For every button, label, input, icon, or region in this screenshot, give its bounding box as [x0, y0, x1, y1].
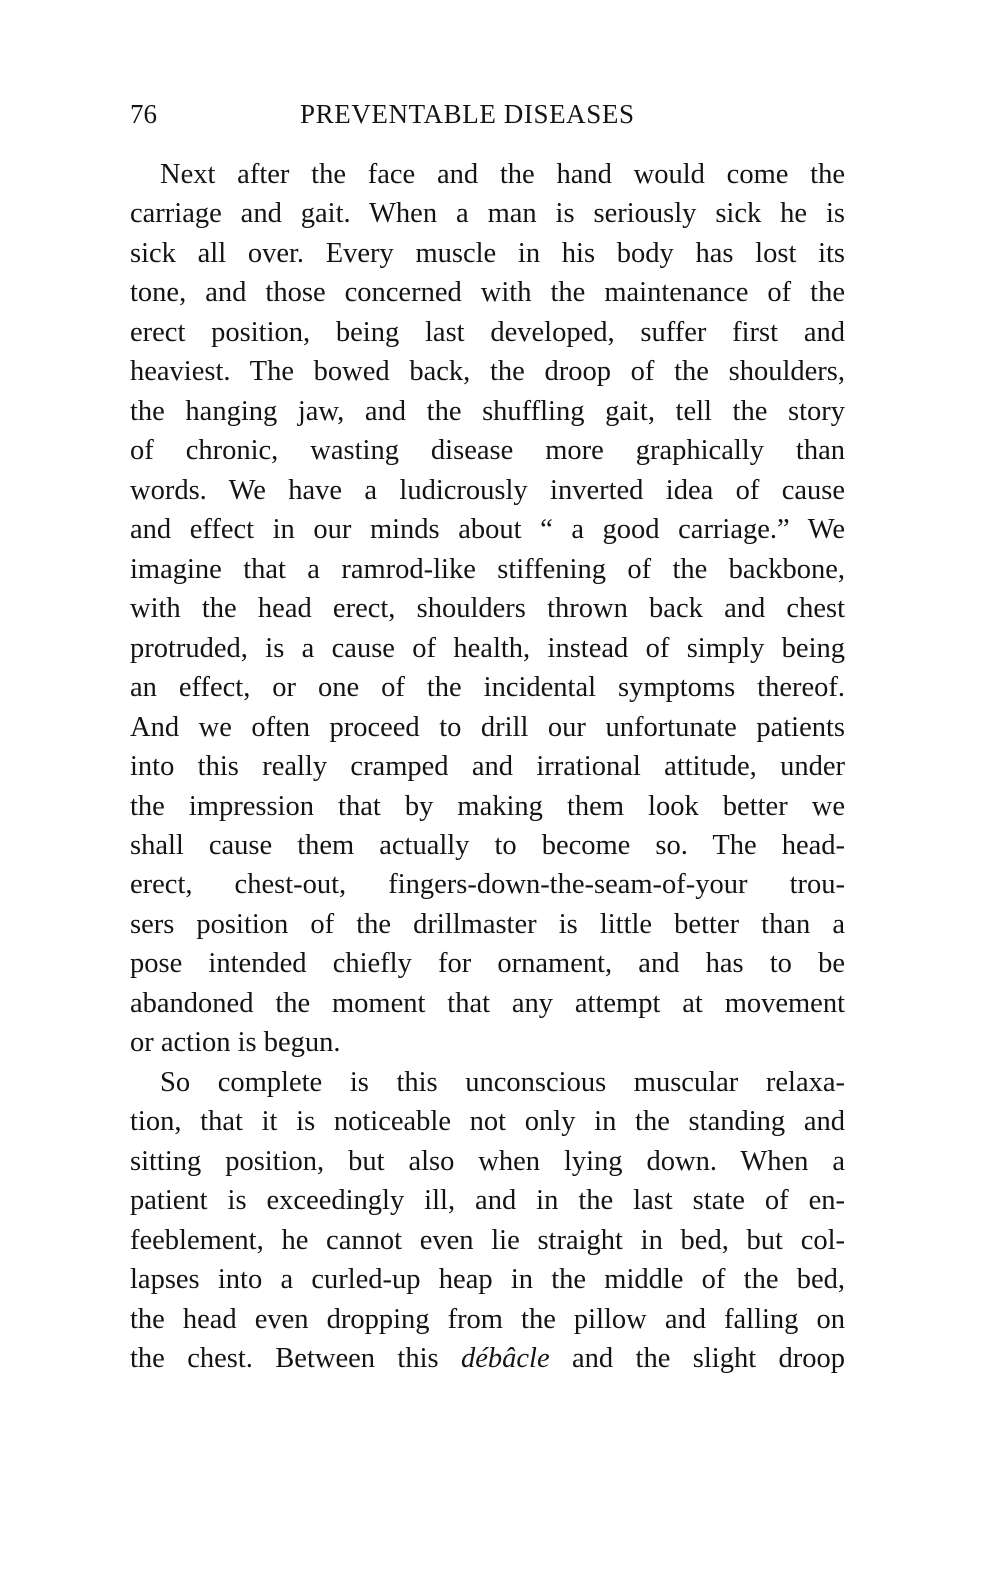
- text-line: carriage and gait. When a man is seriously sick he is: [130, 198, 845, 230]
- text-line: an effect, or one of the incidental symptoms thereof.: [130, 672, 845, 704]
- text-line: the impression that by making them look better we: [130, 790, 845, 822]
- paragraph: [130, 1063, 845, 1379]
- text-line: the head even dropping from the pillow and falling on: [130, 1303, 845, 1335]
- running-title: PREVENTABLE DISEASES: [300, 99, 635, 129]
- page-number: 76: [130, 99, 157, 129]
- text-line: sick all over. Every muscle in his body has lost its: [130, 237, 845, 269]
- text-line: heaviest. The bowed back, the droop of the shoulders,: [130, 356, 845, 388]
- paragraph: [130, 155, 845, 1063]
- text-line: lapses into a curled-up heap in the middle of the bed,: [130, 1264, 845, 1296]
- text-line: tion, that it is noticeable not only in the standing and: [130, 1106, 845, 1138]
- text-line: tone, and those concerned with the maintenance of the: [130, 277, 845, 309]
- text-line: [130, 1339, 845, 1378]
- text-line: imagine that a ramrod-like stiffening of the backbone,: [130, 553, 845, 585]
- text-line: shall cause them actually to become so. The head-: [130, 829, 845, 861]
- text-line: the hanging jaw, and the shuffling gait, tell the story: [130, 395, 845, 427]
- text-line: protruded, is a cause of health, instead of simply being: [130, 632, 845, 664]
- text-line: feeblement, he cannot even lie straight in bed, but col-: [130, 1224, 845, 1256]
- text-line: or action is begun.: [130, 1027, 341, 1059]
- text-line: patient is exceedingly ill, and in the last state of en-: [130, 1185, 845, 1217]
- text-segment: the chest. Between this: [130, 1343, 461, 1375]
- text-line: And we often proceed to drill our unfortunate patients: [130, 711, 845, 743]
- italic-word: débâcle: [460, 1343, 550, 1375]
- text-segment: and the slight droop: [549, 1343, 845, 1375]
- text-line: words. We have a ludicrously inverted idea of cause: [130, 474, 845, 506]
- body-text: [130, 155, 845, 1379]
- text-line: sers position of the drillmaster is little better than a: [130, 908, 845, 940]
- text-line: erect, chest-out, fingers-down-the-seam-of-your trou-: [130, 869, 845, 901]
- text-line: abandoned the moment that any attempt at movement: [130, 987, 845, 1019]
- text-line: of chronic, wasting disease more graphically than: [130, 435, 845, 467]
- text-line: Next after the face and the hand would come the: [160, 159, 845, 190]
- page-header: [130, 99, 845, 133]
- text-line: pose intended chiefly for ornament, and has to be: [130, 948, 845, 980]
- text-line: So complete is this unconscious muscular relaxa-: [160, 1066, 845, 1098]
- text-line: into this really cramped and irrational attitude, under: [130, 751, 845, 783]
- text-line: and effect in our minds about “ a good carriage.” We: [130, 514, 845, 546]
- text-line: with the head erect, shoulders thrown back and chest: [130, 593, 845, 625]
- text-line: sitting position, but also when lying down. When a: [130, 1145, 845, 1177]
- text-line: erect position, being last developed, suffer first and: [130, 316, 845, 348]
